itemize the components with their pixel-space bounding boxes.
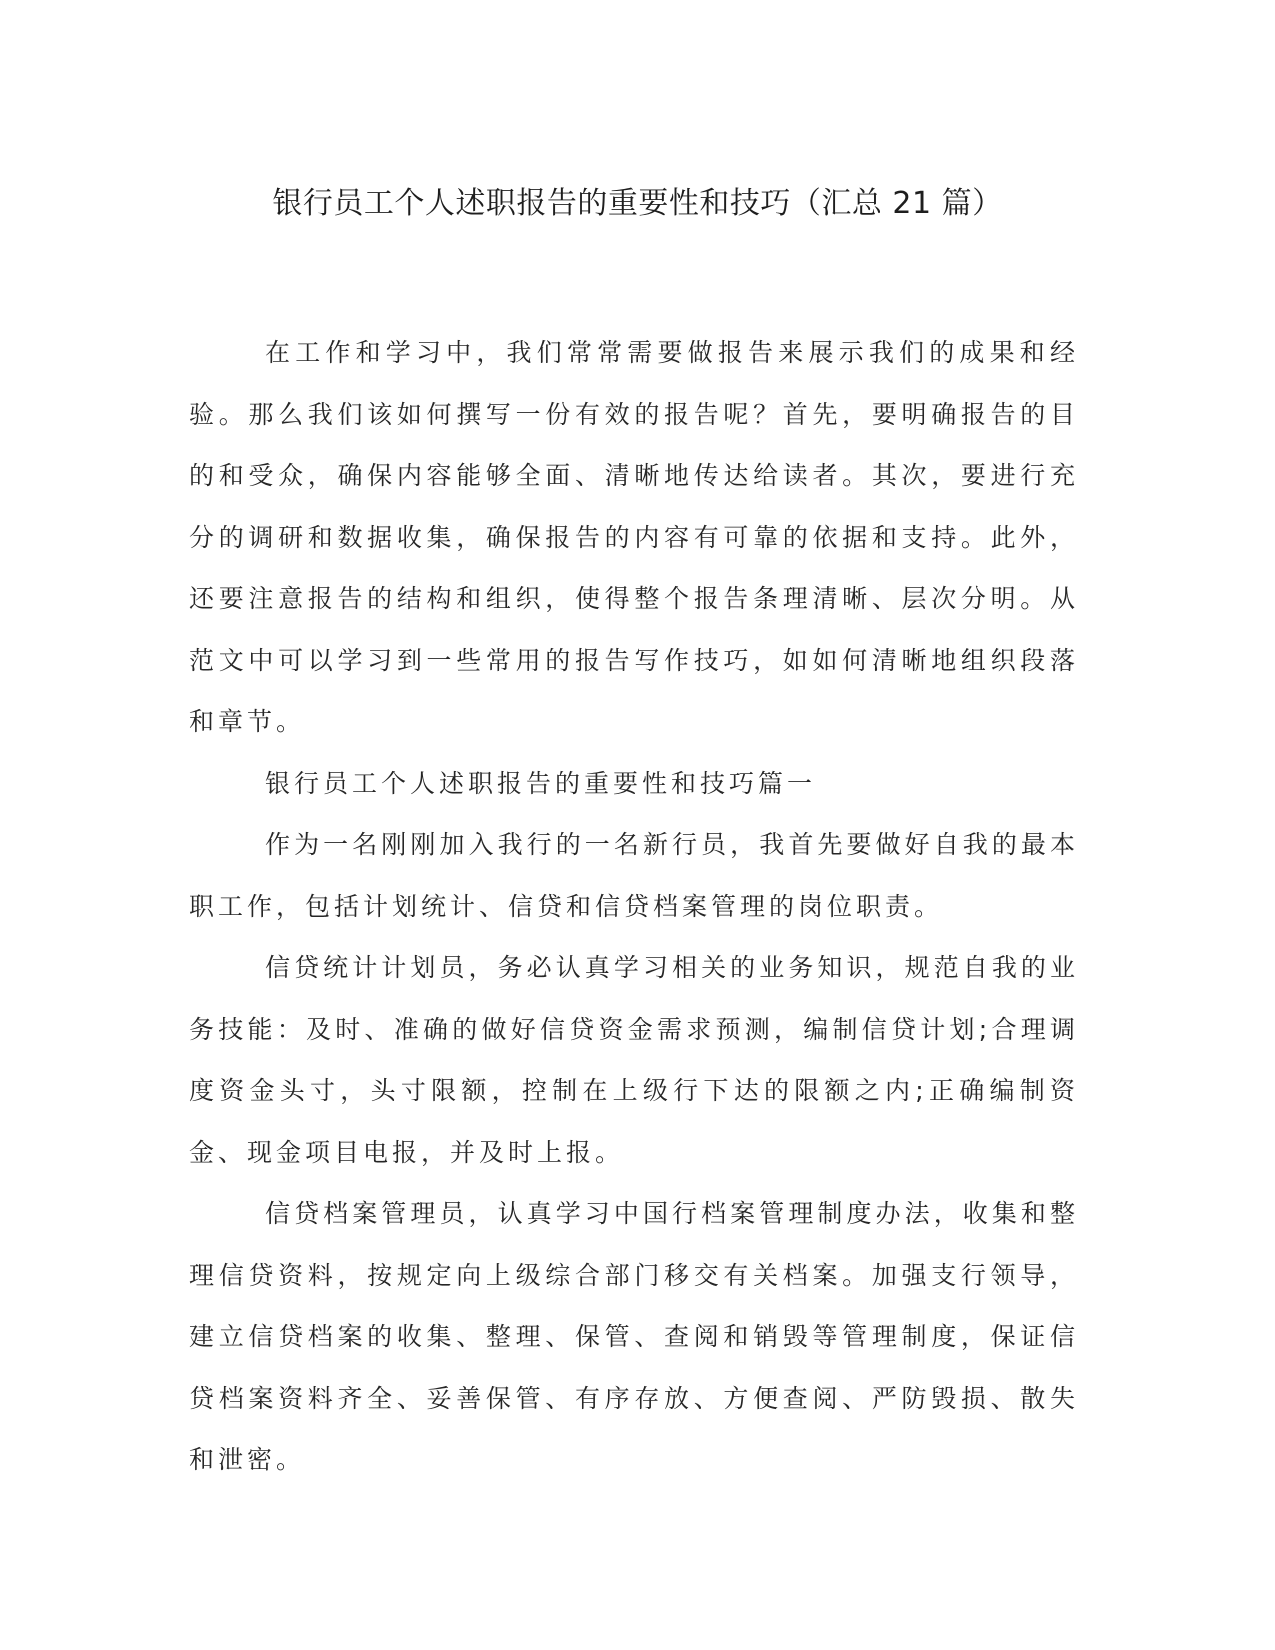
body-paragraph: 作为一名刚刚加入我行的一名新行员，我首先要做好自我的最本职工作，包括计划统计、信贷和信贷档案管理的岗位职责。 [189,830,1079,921]
section-heading: 银行员工个人述职报告的重要性和技巧篇一 [265,768,817,798]
document-title: 银行员工个人述职报告的重要性和技巧（汇总 21 篇） [272,186,1003,221]
document-body [189,322,1079,1491]
body-paragraph: 信贷档案管理员，认真学习中国行档案管理制度办法，收集和整理信贷资料，按规定向上级综合部门移交有关档案。加强支行领导，建立信贷档案的收集、整理、保管、查阅和销毁等管理制度，保证信贷档案资料齐全、妥善保管、有序存放、方便查阅、严防毁损、散失和泄密。 [189,1199,1079,1474]
body-paragraph: 信贷统计计划员，务必认真学习相关的业务知识，规范自我的业务技能：及时、准确的做好信贷资金需求预测，编制信贷计划;合理调度资金头寸，头寸限额，控制在上级行下达的限额之内;正确编制资金、现金项目电报，并及时上报。 [189,953,1079,1167]
intro-paragraph: 在工作和学习中，我们常常需要做报告来展示我们的成果和经验。那么我们该如何撰写一份有效的报告呢？首先，要明确报告的目的和受众，确保内容能够全面、清晰地传达给读者。其次，要进行充分的调研和数据收集，确保报告的内容有可靠的依据和支持。此外，还要注意报告的结构和组织，使得整个报告条理清晰、层次分明。从范文中可以学习到一些常用的报告写作技巧，如如何清晰地组织段落和章节。 [189,338,1079,736]
